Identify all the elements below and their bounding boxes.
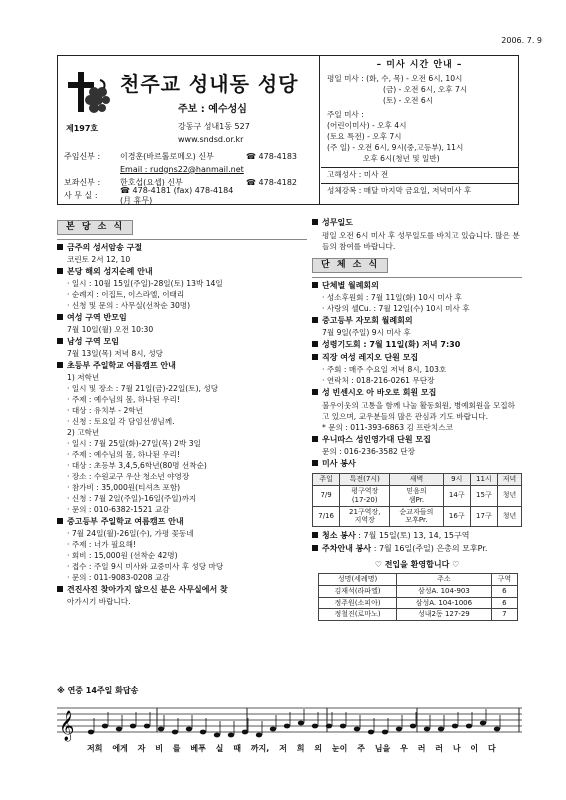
list-item [57, 361, 307, 516]
list-item [312, 531, 522, 543]
service-list [312, 531, 522, 556]
lyric-word: 까지, [250, 744, 270, 753]
item-line: · 성소후원회 : 7월 11일(화) 10시 미사 후 [322, 293, 462, 303]
table-cell: 정주원(소피아) [319, 597, 397, 609]
music-note [130, 724, 136, 729]
contact-value: ☎ 478-4181 (fax) 478-4184 (月 휴무) [120, 185, 234, 205]
mass-line: (금) - 오전 6시, 오후 7시 [383, 85, 468, 95]
psalm-section [57, 686, 522, 754]
news-list [57, 243, 307, 608]
music-note [466, 724, 472, 729]
lyric-word: 나 [452, 744, 461, 753]
list-item [312, 340, 522, 352]
music-note [172, 730, 178, 735]
item-title-text: 단체별 월례회의 [322, 281, 379, 291]
item-line: · 신청 : 7월 2일(주일)-16일(주일)까지 [67, 494, 197, 504]
music-note [326, 724, 332, 729]
section-title: 단 체 소 식 [312, 258, 388, 273]
music-note [144, 724, 150, 729]
mass-line: 주일 미사 : [327, 110, 364, 120]
item-title-text: 청소 봉사 [322, 531, 356, 540]
item-title-text: 중고등부 주일학교 여름캠프 안내 [67, 517, 184, 527]
issue-number: 제197호 [66, 124, 99, 133]
item-title-text: 여성 구역 반모임 [67, 313, 127, 323]
item-title [312, 435, 522, 447]
contact-row [64, 163, 316, 176]
item-title [57, 243, 307, 255]
psalm-lyrics [57, 744, 522, 754]
item-line: · 주회 : 매주 수요일 저녁 8시, 103호 [322, 365, 447, 375]
address: 강동구 성내1동 527 [178, 122, 250, 131]
bullet-icon [57, 362, 63, 368]
table-cell: 16구 [443, 506, 470, 527]
table-header-cell: 주일 [313, 474, 340, 486]
item-line: · 주제 : 예수님의 몸, 하나된 우리! [67, 450, 180, 460]
section-header [312, 256, 522, 278]
item-line: · 주제 : 너가 필요해! [67, 540, 137, 550]
item-title-text: 우니따스 성인영가대 단원 모집 [322, 435, 431, 445]
bullet-icon [57, 244, 63, 250]
bullet-icon [312, 317, 318, 323]
lyric-word: 저 [279, 744, 287, 753]
table-cell: 믿음의 샘Pr. [390, 486, 443, 507]
item-title-text: 견진사진 찾아가지 않으신 분은 사무실에서 찾 [67, 585, 228, 595]
music-note [410, 724, 416, 729]
contact-tel: ☎ 478-4182 [246, 177, 298, 187]
mass-line: (주 일) - 오전 6시, 9시(중,고등부), 11시 [327, 143, 464, 153]
lyric-word: 저희 [87, 744, 103, 753]
music-note [494, 727, 500, 732]
bullet-icon [57, 586, 63, 592]
list-item [312, 459, 522, 471]
table-header-cell: 구역 [491, 574, 517, 586]
psalm-title: ※ 연중 14주일 화답송 [57, 686, 139, 695]
item-line: 7월 10일(월) 오전 10:30 [67, 325, 154, 335]
item-line: · 주제 : 예수님의 몸, 하나된 우리! [67, 395, 180, 405]
website-link[interactable]: www.sndsd.or.kr [178, 135, 244, 144]
bullet-icon [57, 268, 63, 274]
music-note [256, 733, 262, 738]
table-cell: 21구역장, 지역장 [340, 506, 390, 527]
item-line: · 연락처 : 018-216-0261 무단장 [322, 376, 435, 386]
table-header-row [319, 574, 518, 586]
bullet-icon [312, 532, 318, 538]
divider [321, 183, 518, 184]
list-item [312, 435, 522, 458]
item-text: : 7월 16일(주일) 은총의 모후Pr. [371, 544, 488, 553]
item-title [312, 388, 522, 400]
item-title [312, 281, 522, 293]
contact-label: 주임신부 : [64, 151, 101, 161]
bullet-icon [57, 338, 63, 344]
music-note [382, 730, 388, 735]
lyric-word: 이 [470, 744, 479, 753]
holy-hour-info: 성체강복 : 매달 마지막 금요일, 저녁미사 후 [327, 186, 472, 196]
table-header-cell: 새벽 [390, 474, 443, 486]
table-header-cell: 주소 [397, 574, 492, 586]
table-header-cell: 저녁 [497, 474, 521, 486]
lyric-word: 의 [314, 744, 323, 753]
mass-schedule [321, 56, 518, 204]
mass-title: – 미사 시간 안내 – [376, 60, 463, 70]
music-note [284, 724, 290, 729]
item-title [312, 353, 522, 365]
item-line: · 일시 : 7월 25일(화)-27일(목) 2박 3일 [67, 439, 201, 449]
contact-value: 한호섭(요셉) 신부 [120, 177, 183, 187]
confession-info: 고해성사 : 미사 전 [327, 170, 389, 180]
item-line: 문의 : 016-236-3582 단장 [322, 447, 415, 457]
lyric-word: 를 [172, 744, 181, 753]
table-cell: 14구 [443, 486, 470, 507]
list-item [57, 585, 307, 608]
item-text: 평일 오전 6시 미사 후 성무일도를 바치고 있습니다. 많은 분들의 참여를 바랍니다. [322, 231, 520, 251]
item-line: · 문의 : 011-9083-0208 교감 [67, 573, 170, 583]
lyric-word: 실 [215, 744, 224, 753]
music-note [186, 727, 192, 732]
list-item [57, 337, 307, 360]
music-note [270, 727, 276, 732]
table-cell: 7/9 [313, 486, 340, 507]
item-line: · 회비 : 15,000원 (선착순 42명) [67, 551, 178, 561]
email-link[interactable]: Email : rudgns22@hanmail.net [120, 164, 244, 174]
table-row [319, 585, 518, 597]
lyric-word: 러 [417, 744, 426, 753]
parish-news-column [57, 218, 307, 609]
group-list [312, 281, 522, 471]
table-row [313, 486, 522, 507]
contact-tel: ☎ 478-4183 [246, 151, 298, 161]
contact-label: 사 무 실 : [64, 190, 98, 200]
table-row [319, 609, 518, 621]
item-line: · 신청 및 문의 : 사무실(선착순 30명) [67, 301, 191, 311]
treble-clef-icon: 𝄞 [59, 711, 75, 741]
table-cell: 청년 [497, 486, 521, 507]
table-header-row [313, 474, 522, 486]
list-item [312, 281, 522, 315]
welcome-table [318, 573, 518, 621]
music-note [368, 730, 374, 735]
list-item [312, 423, 522, 434]
mass-line: (토) - 오전 6시 [383, 96, 434, 106]
item-line: 7월 13일(목) 저녁 8시, 성당 [67, 349, 164, 359]
item-line: · 일시 : 10월 15일(주일)-28일(토) 13박 14일 [67, 279, 223, 289]
item-title-text: 직장 여성 레지오 단원 모집 [322, 353, 419, 363]
item-line: · 7월 24일(월)-26일(수), 가평 꽃동네 [67, 529, 194, 539]
bullet-icon [312, 282, 318, 288]
contact-row [64, 150, 316, 163]
item-line: · 일시 및 장소 : 7월 21일(금)-22일(토), 성당 [67, 384, 219, 394]
bulletin-header [57, 55, 519, 205]
welcome-title: ♡ 전입을 환영합니다 ♡ [374, 560, 460, 569]
table-cell: 15구 [470, 486, 497, 507]
bullet-icon [312, 341, 318, 347]
table-cell: 6 [491, 585, 517, 597]
bullet-icon [57, 314, 63, 320]
item-line: · 대상 : 초등부 3,4,5,6학년(80명 선착순) [67, 461, 207, 471]
item-title [312, 218, 522, 230]
mass-service-table [312, 473, 522, 527]
mass-line: (어린이미사) - 오후 4시 [327, 121, 407, 131]
lyric-word: 에게 [112, 744, 128, 753]
table-cell: 삼성A. 104-1006 [397, 597, 492, 609]
music-note [102, 724, 108, 729]
music-note [424, 727, 430, 732]
item-line: · 대상 : 유치부 - 2학년 [67, 406, 143, 416]
lyric-word: 때 [233, 744, 241, 753]
bullet-icon [312, 545, 318, 551]
music-note [312, 724, 318, 729]
list-item [312, 544, 522, 556]
item-title [312, 531, 522, 543]
lyric-word: 우 [400, 744, 408, 753]
music-note [438, 727, 444, 732]
lyric-word: 베푸 [190, 744, 206, 753]
item-line: · 접수 : 주일 9시 미사와 교중미사 후 성당 마당 [67, 562, 224, 572]
bulletin-date: 2006. 7. 9 [501, 36, 542, 45]
item-title [57, 313, 307, 325]
list-item [57, 267, 307, 312]
table-cell: 17구 [470, 506, 497, 527]
music-note [242, 730, 248, 735]
mass-line: (토요 특전) - 오후 7시 [327, 132, 402, 142]
item-title-text: 초등부 주일학교 여름캠프 안내 [67, 361, 176, 371]
item-title-text: 중고등부 자모회 월례회의 [322, 316, 413, 326]
item-title [312, 459, 522, 471]
bullet-icon [312, 460, 318, 466]
item-title-text: 성무일도 [322, 218, 353, 227]
list-item [312, 218, 522, 252]
list-item [57, 313, 307, 336]
music-note [340, 724, 346, 729]
lyric-word: 러 [435, 744, 443, 753]
item-line: · 참가비 : 35,000원(티셔츠 포함) [67, 483, 181, 493]
list-item [312, 316, 522, 339]
item-title [57, 267, 307, 279]
item-line: 2) 고학년 [67, 428, 100, 438]
table-cell: 7 [491, 609, 517, 621]
item-title-text: 남성 구역 모임 [67, 337, 119, 347]
item-title-text: 주차안내 봉사 [322, 544, 372, 553]
music-note [88, 730, 94, 735]
list-item [312, 353, 522, 387]
group-news-column [312, 218, 522, 621]
table-row [313, 506, 522, 527]
item-title [57, 361, 307, 373]
table-header-cell: 9시 [443, 474, 470, 486]
item-line: 아가시기 바랍니다. [67, 597, 131, 607]
parish-info [58, 56, 320, 204]
music-note [116, 727, 122, 732]
item-line: 코린토 2서 12, 10 [67, 255, 131, 265]
music-note [298, 721, 304, 726]
item-title [312, 544, 522, 556]
bullet-icon [312, 436, 318, 442]
item-line: * 문의 : 011-393-6863 김 프란치스코 [322, 423, 453, 433]
music-note [214, 733, 220, 738]
bullet-icon [57, 518, 63, 524]
table-cell: 6 [491, 597, 517, 609]
item-line: 1) 저학년 [67, 373, 100, 383]
section-header [57, 218, 307, 240]
lyric-word: 다 [488, 744, 496, 753]
item-line: · 장소 : 수원교구 우산 청소년 야영장 [67, 472, 190, 482]
item-title [57, 337, 307, 349]
contact-row [64, 185, 316, 205]
mass-line: 평일 미사 : (화, 수, 목) - 오전 6시, 10시 [327, 74, 463, 84]
lyric-word: 비 [155, 744, 163, 753]
music-note [158, 727, 164, 732]
table-cell: 성내2동 127-29 [397, 609, 492, 621]
music-note [228, 733, 234, 738]
item-text: : 7월 15일(토) 13, 14, 15구역 [355, 531, 470, 540]
table-row [319, 597, 518, 609]
item-title-text: 미사 봉사 [322, 459, 356, 469]
lyric-word: 주 [357, 744, 365, 753]
table-header-cell: 특전(7시) [340, 474, 390, 486]
lyric-word: 눈이 [331, 744, 348, 753]
table-cell: 삼성A. 104-903 [397, 585, 492, 597]
bullet-icon [312, 219, 318, 225]
parish-title: 천주교 성내동 성당 [120, 72, 299, 96]
item-line: · 사랑의 셀Cu. : 7월 12일(수) 10시 미사 후 [322, 304, 470, 314]
item-title [57, 585, 307, 597]
list-item [312, 388, 522, 422]
music-note [452, 724, 458, 729]
table-cell: 청년 [497, 506, 521, 527]
item-title [57, 517, 307, 529]
table-cell: 순교자들의 모후Pr. [390, 506, 443, 527]
bullet-icon [312, 389, 318, 395]
parish-logo-icon [64, 70, 112, 118]
item-line: · 문의 : 010-6382-1521 교감 [67, 505, 170, 515]
item-title-text: 본당 해외 성지순례 안내 [67, 267, 153, 277]
table-cell: 평구역장 (17-20) [340, 486, 390, 507]
lyric-word: 님을 [374, 744, 391, 753]
bullet-icon [312, 354, 318, 360]
list-item [57, 517, 307, 584]
item-title-text: 성령기도회 : 7월 11일(화) 저녁 7:30 [322, 340, 461, 350]
contact-value: 이경훈(바르톨로메오) 신부 [120, 151, 214, 161]
section-title: 본 당 소 식 [57, 220, 133, 235]
item-line: · 순례지 : 이집트, 이스라엘, 이태리 [67, 290, 185, 300]
mass-line: 오후 6시(청년 및 일반) [363, 154, 440, 164]
table-cell: 김재석(라파엘) [319, 585, 397, 597]
music-note [200, 730, 206, 735]
item-line: 7월 9일(주일) 9시 미사 후 [322, 328, 411, 338]
list-item [57, 243, 307, 266]
music-note [480, 721, 486, 726]
contact-label: 보좌신부 : [64, 177, 101, 187]
music-note [396, 727, 402, 732]
patron: 주보 : 예수성심 [178, 104, 247, 115]
lyric-word: 희 [296, 744, 305, 753]
item-line: · 신청 : 토요일 각 담임선생님께. [67, 417, 175, 427]
table-cell: 7/16 [313, 506, 340, 527]
table-cell: 정철진(로마노) [319, 609, 397, 621]
item-title [312, 316, 522, 328]
music-staff [57, 698, 522, 742]
table-header-cell: 성명(세례명) [319, 574, 397, 586]
table-header-cell: 11시 [470, 474, 497, 486]
item-title-text: 금주의 성서암송 구절 [67, 243, 143, 253]
item-title [312, 340, 522, 352]
lyric-word: 자 [137, 744, 146, 753]
divider [321, 167, 518, 168]
item-title-text: 성 빈센시오 아 바오로 회원 모집 [322, 388, 437, 398]
contact-list [64, 150, 316, 205]
music-note [354, 727, 360, 732]
item-text: 불우이웃의 고통을 함께 나눌 활동회원, 병예회원을 모집하고 있으며, 교우분들의 많은 관심과 기도 바랍니다. [322, 401, 515, 422]
